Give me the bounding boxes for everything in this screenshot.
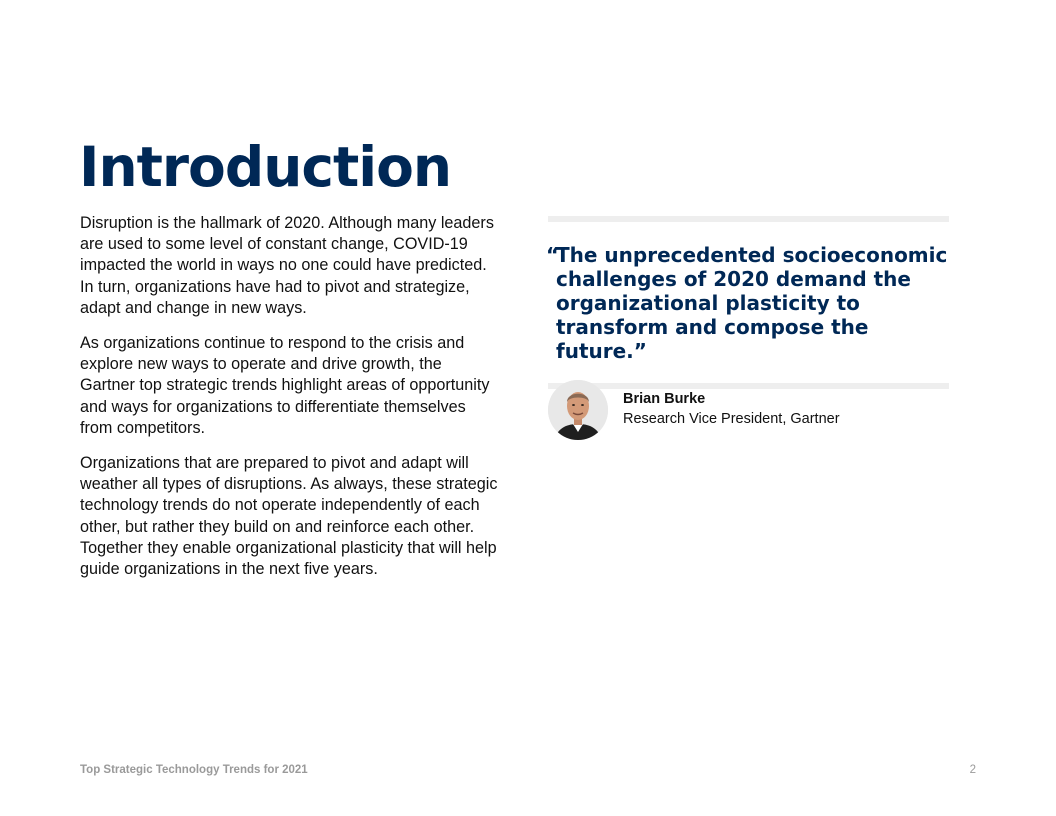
quote-open-mark: “ xyxy=(546,243,560,267)
person-portrait-icon xyxy=(548,380,608,440)
pull-quote xyxy=(548,216,949,389)
page-number: 2 xyxy=(969,764,976,776)
quote-top-rule xyxy=(548,216,949,222)
quote-text-box xyxy=(548,243,949,363)
avatar xyxy=(548,380,608,440)
quote-attribution xyxy=(548,380,840,440)
quote-text: The unprecedented socioeconomic challenges of 2020 demand the organizational plasticity to transform and compose the future.” xyxy=(556,243,948,363)
author-name: Brian Burke xyxy=(623,391,706,407)
footer-doc-title: Top Strategic Technology Trends for 2021 xyxy=(80,764,308,776)
intro-paragraph-3: Organizations that are prepared to pivot and adapt will weather all types of disruptions. As always, these strategic technology trends do not operate independently of each other, but rather they build on and reinforce each other. Together they enable organizational plasticity that will help guide organizations in the next five years. xyxy=(80,454,498,579)
intro-paragraph-1: Disruption is the hallmark of 2020. Although many leaders are used to some level of constant change, COVID-19 impacted the world in ways no one could have predicted. In turn, organizations have had to pivot and strategize, adapt and change in new ways. xyxy=(80,214,494,317)
intro-paragraph-2: As organizations continue to respond to the crisis and explore new ways to operate and drive growth, the Gartner top strategic trends highlight areas of opportunity and ways for organizations to differentiate themselves from competitors. xyxy=(80,334,490,437)
intro-body xyxy=(80,213,500,594)
page-title: Introduction xyxy=(79,135,452,199)
author-role: Research Vice President, Gartner xyxy=(623,411,840,427)
